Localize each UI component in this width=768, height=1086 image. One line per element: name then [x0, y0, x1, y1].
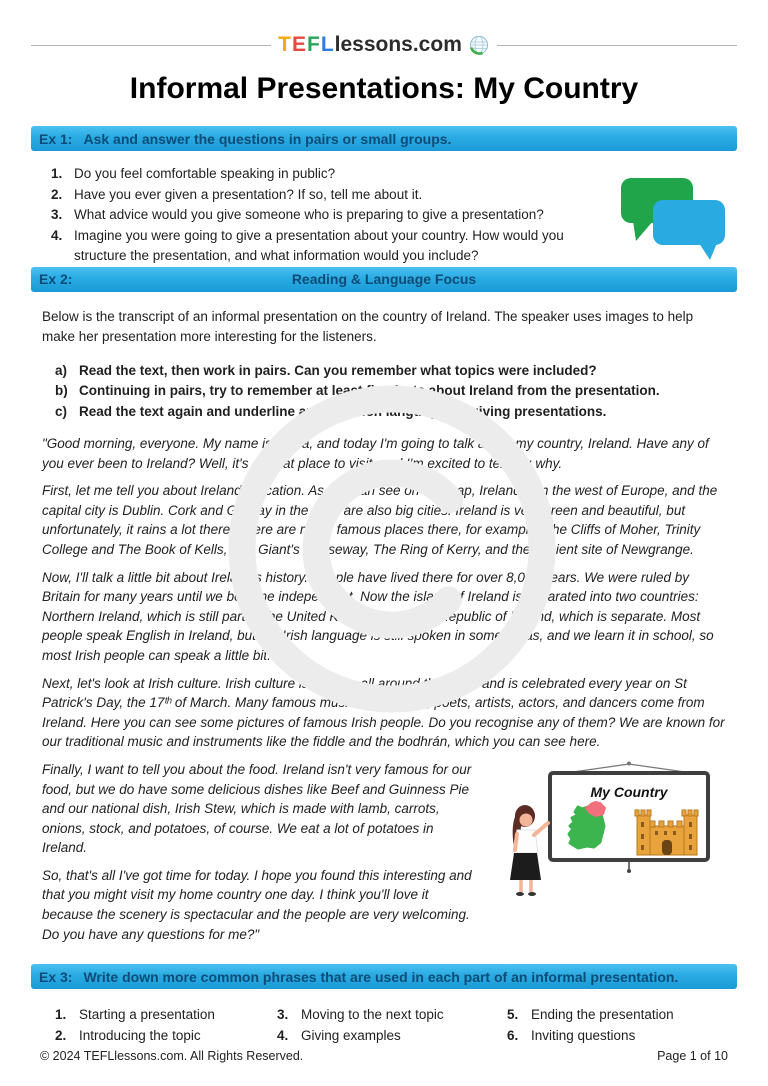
ex2-intro-text: Below is the transcript of an informal presentation on the country of Ireland. The speaker uses images to help make her presentation more interesting for the listeners.: [42, 308, 694, 344]
item-number: 4.: [277, 1028, 289, 1044]
item-number: 2.: [51, 186, 63, 202]
ex1-question-list: [31, 164, 609, 267]
screen-hook-icon: [627, 761, 631, 765]
ex3-column-2: [277, 1004, 507, 1046]
speech-bubbles-icon: [609, 164, 737, 267]
list-item: [55, 1025, 277, 1046]
ex1-banner: [31, 126, 737, 151]
ex3-topic-list: [55, 1004, 737, 1046]
list-item: [51, 164, 609, 185]
ex2-label: Ex 2:: [39, 271, 73, 287]
logo-letter-f: F: [306, 33, 320, 56]
item-text: Continuing in pairs, try to remember at least five facts about Ireland from the presentation.: [79, 383, 660, 398]
logo-text: lessons.com: [334, 33, 462, 56]
item-number: 1.: [55, 1007, 67, 1023]
item-number: 4.: [51, 227, 63, 243]
item-letter: c): [55, 403, 68, 419]
ex3-column-1: [55, 1004, 277, 1046]
list-item: [51, 205, 609, 226]
transcript-paragraph: So, that's all I've got time for today. I hope you found this interesting and that you might visit my home country one day. I think you'll love it because the scenery is spectacular and the people are very welcoming. Do you have any questions for me?": [42, 867, 472, 942]
logo-letter-e: E: [291, 33, 306, 56]
item-number: 6.: [507, 1028, 519, 1044]
item-number: 1.: [51, 166, 63, 181]
item-text: Do you feel comfortable speaking in public?: [74, 166, 336, 181]
item-letter: a): [55, 362, 68, 378]
item-text: Imagine you were going to give a presentation about your country. How would you structure the presentation, and what information would you include?: [74, 227, 564, 263]
ex2-task-list: [55, 361, 726, 423]
item-number: 2.: [55, 1028, 67, 1044]
list-item: [507, 1004, 737, 1025]
presenter-illustration: [488, 760, 726, 910]
header: [31, 0, 737, 57]
header-rule-left: [31, 45, 271, 46]
item-text: Giving examples: [301, 1028, 401, 1044]
item-number: 3.: [277, 1007, 289, 1023]
copyright-text: © 2024 TEFLlessons.com. All Rights Reserved.: [40, 1049, 304, 1063]
item-text: Ending the presentation: [531, 1007, 674, 1023]
list-item: [55, 381, 726, 402]
list-item: [51, 185, 609, 206]
ex3-banner: [31, 964, 737, 989]
item-text: Starting a presentation: [79, 1007, 215, 1023]
transcript-paragraph: First, let me tell you about Ireland's location. As you can see on the map, Ireland is in the west of Europe, and the capital city is Dublin. Cork and Galway in the west are also big cities. Ireland is very green and beautiful, but unfortunately, it rains a lot there! There are many famous places there, for example, The Cliffs of Moher, Trinity College and The Book of Kells, The Giant's Causeway, The Ring of Kerry, and the ancient site of Newgrange.: [42, 483, 718, 557]
item-letter: b): [55, 383, 68, 398]
ex3-column-3: [507, 1004, 737, 1046]
ex1-questions-section: [31, 164, 737, 267]
logo-letter-t: T: [278, 33, 291, 56]
transcript: [42, 434, 726, 952]
item-text: Moving to the next topic: [301, 1007, 444, 1023]
transcript-paragraph: Finally, I want to tell you about the food. Ireland isn't very famous for our food, but we do have some delicious dishes like Beef and Guinness Pie and our national dish, Irish Stew, which is made with lamb, carrots, onions, stock, and potatoes, of course. We eat a lot of potatoes in Ireland.: [42, 761, 472, 856]
item-number: 3.: [51, 207, 63, 222]
list-item: [55, 402, 726, 423]
list-item: [507, 1025, 737, 1046]
list-item: [55, 361, 726, 382]
list-item: [55, 1004, 277, 1025]
ex1-instruction: Ask and answer the questions in pairs or small groups.: [83, 130, 452, 147]
item-text: Read the text, then work in pairs. Can you remember what topics were included?: [79, 362, 597, 378]
ex3-label: Ex 3:: [39, 968, 73, 985]
logo-letter-l: L: [320, 33, 334, 56]
header-rule-right: [497, 45, 737, 46]
item-text: What advice would you give someone who is preparing to give a presentation?: [74, 207, 544, 222]
site-logo: [278, 33, 490, 57]
item-text: Introducing the topic: [79, 1028, 201, 1044]
list-item: [277, 1025, 507, 1046]
ex2-title: Reading & Language Focus: [291, 271, 477, 287]
item-text: Read the text again and underline any common language for giving presentations.: [79, 403, 607, 419]
ex2-banner: [31, 267, 737, 292]
slide-title: My Country: [590, 783, 668, 800]
page-title: Informal Presentations: My Country: [129, 72, 639, 105]
transcript-paragraph: Next, let's look at Irish culture. Irish culture is famous all around the world and is celebrated every year on St Patrick's Day, the 17ᵗʰ of March. Many famous musicians, writers, poets, artists, actors, and dancers come from Ireland. Here you can see some pictures of famous Irish people. Do you recognise any of them? We are known for our traditional music and instruments like the fiddle and the bodhrán, which you can see here.: [42, 675, 725, 750]
globe-icon: [468, 34, 490, 56]
item-text: Inviting questions: [531, 1028, 636, 1044]
page-number: Page 1 of 10: [657, 1049, 728, 1063]
ex3-instruction: Write down more common phrases that are used in each part of an informal presentation.: [83, 968, 679, 985]
item-text: Have you ever given a presentation? If so, tell me about it.: [74, 186, 423, 202]
transcript-paragraph: Now, I'll talk a little bit about Ireland's history. People have lived there for over 8,000 years. We were ruled by Britain for many years until we became independent. Now the island of Ireland is separated into two countries: Northern Ireland, which is still part of the United Kingdom, and the Republic of Ireland, which is separate. Most people speak English in Ireland, but the Irish language is still spoken in some areas, and we learn it in school, so most Irish people can speak a little bit.: [42, 569, 714, 663]
transcript-paragraph: "Good morning, everyone. My name is Fiona, and today I'm going to talk about my country, Ireland. Have any of you ever been to Ireland? Well, it's a great place to visit, and I'm excited to tell you why.: [42, 436, 709, 471]
presenter-figure: [510, 805, 548, 896]
list-item: [277, 1004, 507, 1025]
page-footer: [40, 1049, 728, 1063]
item-number: 5.: [507, 1007, 519, 1023]
ex1-label: Ex 1:: [39, 130, 73, 147]
list-item: [51, 226, 609, 267]
